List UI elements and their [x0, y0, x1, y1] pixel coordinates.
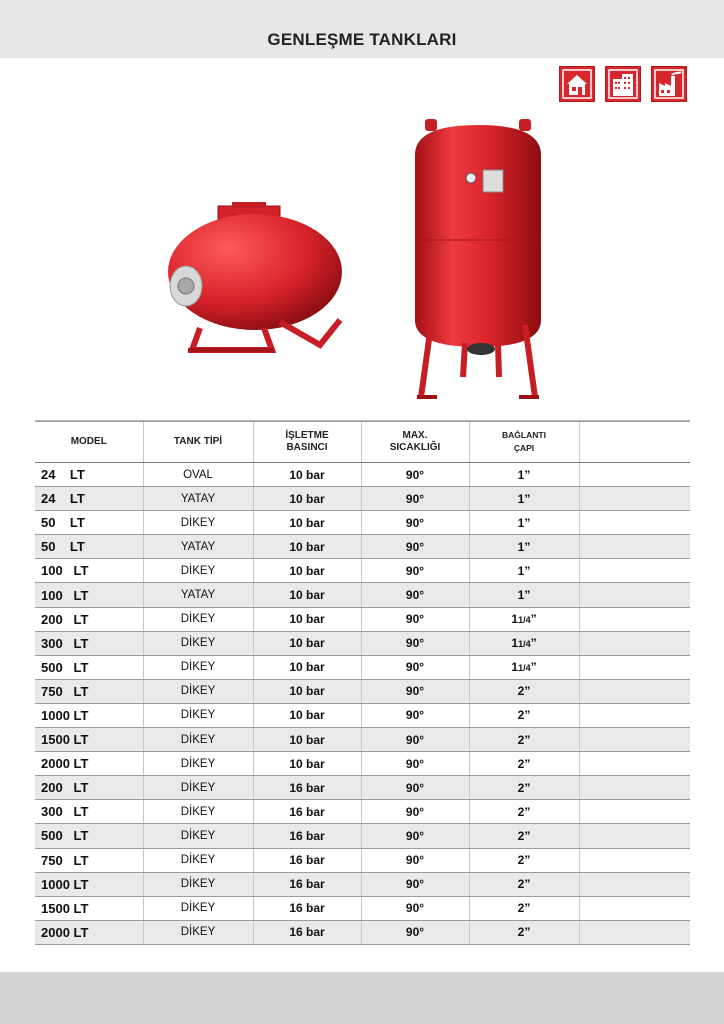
- connection-main: 2: [517, 708, 525, 723]
- connection-suffix: ”: [530, 660, 537, 675]
- table-row: [35, 559, 690, 583]
- cell-pressure: 10 bar: [253, 679, 361, 703]
- table-row: [35, 679, 690, 703]
- vertical-tank-image: [403, 115, 553, 410]
- cell-tank-type: DİKEY: [143, 703, 253, 727]
- table-row: [35, 800, 690, 824]
- table-row: [35, 824, 690, 848]
- cell-pressure: 10 bar: [253, 487, 361, 511]
- header-connection-diameter-line1: BAĞLANTI: [502, 430, 546, 440]
- table-row: [35, 728, 690, 752]
- table-row: [35, 607, 690, 631]
- cell-temperature: 90°: [361, 559, 469, 583]
- factory-icon: [651, 66, 687, 102]
- cell-model: 500 LT: [35, 824, 143, 848]
- connection-suffix: ”: [524, 515, 531, 530]
- table-row: [35, 920, 690, 944]
- cell-pressure: 10 bar: [253, 511, 361, 535]
- cell-model: 300 LT: [35, 631, 143, 655]
- cell-extra: [579, 896, 690, 920]
- table-row: [35, 848, 690, 872]
- connection-suffix: ”: [530, 636, 537, 651]
- cell-temperature: 90°: [361, 776, 469, 800]
- cell-connection: [469, 655, 579, 679]
- header-tank-type: TANK TİPİ: [143, 422, 253, 463]
- connection-main: 2: [517, 853, 525, 868]
- cell-pressure: 10 bar: [253, 535, 361, 559]
- cell-model: 24 LT: [35, 463, 143, 487]
- header-operating-pressure-line1: İŞLETME: [285, 430, 329, 441]
- cell-pressure: 16 bar: [253, 848, 361, 872]
- connection-main: 1: [517, 515, 525, 530]
- cell-model: 50 LT: [35, 511, 143, 535]
- connection-suffix: ”: [530, 612, 537, 627]
- cell-extra: [579, 655, 690, 679]
- cell-connection: [469, 752, 579, 776]
- connection-fraction: 1/4: [518, 615, 531, 626]
- cell-tank-type: DİKEY: [143, 800, 253, 824]
- footer-bar: [0, 972, 724, 1024]
- cell-connection: [469, 607, 579, 631]
- connection-suffix: ”: [524, 467, 531, 482]
- cell-temperature: 90°: [361, 728, 469, 752]
- connection-main: 1: [517, 563, 525, 578]
- cell-connection: [469, 535, 579, 559]
- connection-suffix: ”: [524, 828, 531, 843]
- cell-extra: [579, 511, 690, 535]
- connection-main: 2: [517, 804, 525, 819]
- cell-extra: [579, 920, 690, 944]
- cell-model: 100 LT: [35, 559, 143, 583]
- connection-suffix: ”: [524, 877, 531, 892]
- table-header-row: [35, 422, 690, 463]
- cell-model: 1500 LT: [35, 728, 143, 752]
- cell-tank-type: DİKEY: [143, 559, 253, 583]
- cell-pressure: 16 bar: [253, 896, 361, 920]
- cell-pressure: 10 bar: [253, 655, 361, 679]
- table-row: [35, 776, 690, 800]
- cell-temperature: 90°: [361, 583, 469, 607]
- cell-temperature: 90°: [361, 896, 469, 920]
- cell-extra: [579, 752, 690, 776]
- cell-pressure: 10 bar: [253, 607, 361, 631]
- cell-temperature: 90°: [361, 535, 469, 559]
- cell-model: 1500 LT: [35, 896, 143, 920]
- connection-main: 1: [517, 467, 525, 482]
- connection-suffix: ”: [524, 491, 531, 506]
- cell-temperature: 90°: [361, 703, 469, 727]
- connection-main: 1: [511, 660, 519, 675]
- cell-tank-type: DİKEY: [143, 631, 253, 655]
- cell-extra: [579, 535, 690, 559]
- cell-tank-type: DİKEY: [143, 655, 253, 679]
- table-row: [35, 631, 690, 655]
- cell-connection: [469, 511, 579, 535]
- cell-model: 750 LT: [35, 679, 143, 703]
- cell-tank-type: YATAY: [143, 583, 253, 607]
- cell-temperature: 90°: [361, 848, 469, 872]
- header-connection-diameter: [469, 422, 579, 463]
- cell-extra: [579, 631, 690, 655]
- cell-model: 750 LT: [35, 848, 143, 872]
- building-icon: [605, 66, 641, 102]
- connection-main: 2: [517, 901, 525, 916]
- cell-temperature: 90°: [361, 920, 469, 944]
- cell-model: 1000 LT: [35, 703, 143, 727]
- cell-pressure: 16 bar: [253, 776, 361, 800]
- cell-extra: [579, 607, 690, 631]
- cell-tank-type: OVAL: [143, 463, 253, 487]
- table-row: [35, 487, 690, 511]
- connection-suffix: ”: [524, 756, 531, 771]
- cell-temperature: 90°: [361, 872, 469, 896]
- table-row: [35, 511, 690, 535]
- connection-main: 1: [517, 539, 525, 554]
- cell-tank-type: DİKEY: [143, 511, 253, 535]
- cell-tank-type: DİKEY: [143, 728, 253, 752]
- connection-suffix: ”: [524, 780, 531, 795]
- cell-connection: [469, 848, 579, 872]
- cell-model: 50 LT: [35, 535, 143, 559]
- connection-main: 1: [511, 636, 519, 651]
- cell-tank-type: DİKEY: [143, 607, 253, 631]
- header-max-temperature-line2: SICAKLIĞI: [389, 442, 441, 453]
- cell-connection: [469, 679, 579, 703]
- table-row: [35, 703, 690, 727]
- connection-suffix: ”: [524, 588, 531, 603]
- cell-extra: [579, 800, 690, 824]
- cell-connection: [469, 728, 579, 752]
- cell-extra: [579, 679, 690, 703]
- connection-main: 2: [517, 732, 525, 747]
- cell-extra: [579, 487, 690, 511]
- connection-suffix: ”: [524, 732, 531, 747]
- cell-temperature: 90°: [361, 631, 469, 655]
- connection-suffix: ”: [524, 539, 531, 554]
- cell-pressure: 10 bar: [253, 728, 361, 752]
- cell-model: 500 LT: [35, 655, 143, 679]
- connection-main: 2: [517, 684, 525, 699]
- connection-suffix: ”: [524, 901, 531, 916]
- cell-tank-type: DİKEY: [143, 679, 253, 703]
- cell-connection: [469, 800, 579, 824]
- cell-pressure: 16 bar: [253, 920, 361, 944]
- cell-extra: [579, 583, 690, 607]
- house-icon: [559, 66, 595, 102]
- cell-model: 200 LT: [35, 607, 143, 631]
- cell-model: 1000 LT: [35, 872, 143, 896]
- connection-main: 1: [511, 612, 519, 627]
- cell-pressure: 10 bar: [253, 583, 361, 607]
- header-connection-diameter-line2: ÇAPI: [513, 443, 535, 453]
- table-row: [35, 535, 690, 559]
- header-operating-pressure-line2: BASINCI: [286, 442, 328, 453]
- cell-extra: [579, 848, 690, 872]
- horizontal-tank-image: [160, 200, 350, 375]
- cell-temperature: 90°: [361, 655, 469, 679]
- table-row: [35, 872, 690, 896]
- cell-temperature: 90°: [361, 800, 469, 824]
- cell-pressure: 16 bar: [253, 872, 361, 896]
- cell-connection: [469, 631, 579, 655]
- cell-tank-type: DİKEY: [143, 896, 253, 920]
- header-operating-pressure: [253, 422, 361, 463]
- table-row: [35, 583, 690, 607]
- connection-suffix: ”: [524, 925, 531, 940]
- cell-temperature: 90°: [361, 824, 469, 848]
- cell-connection: [469, 463, 579, 487]
- usage-icons: [559, 66, 687, 102]
- cell-tank-type: DİKEY: [143, 776, 253, 800]
- page-title: GENLEŞME TANKLARI: [267, 30, 457, 49]
- cell-extra: [579, 824, 690, 848]
- connection-fraction: 1/4: [518, 639, 531, 650]
- cell-model: 300 LT: [35, 800, 143, 824]
- product-table: [35, 421, 690, 945]
- cell-tank-type: YATAY: [143, 487, 253, 511]
- cell-temperature: 90°: [361, 607, 469, 631]
- cell-connection: [469, 487, 579, 511]
- cell-connection: [469, 920, 579, 944]
- cell-connection: [469, 872, 579, 896]
- product-table-container: [35, 421, 690, 945]
- cell-model: 24 LT: [35, 487, 143, 511]
- cell-model: 2000 LT: [35, 752, 143, 776]
- connection-suffix: ”: [524, 804, 531, 819]
- cell-pressure: 10 bar: [253, 631, 361, 655]
- cell-tank-type: DİKEY: [143, 824, 253, 848]
- cell-extra: [579, 776, 690, 800]
- cell-pressure: 10 bar: [253, 559, 361, 583]
- connection-main: 1: [517, 491, 525, 506]
- connection-suffix: ”: [524, 563, 531, 578]
- cell-temperature: 90°: [361, 752, 469, 776]
- cell-model: 200 LT: [35, 776, 143, 800]
- cell-extra: [579, 559, 690, 583]
- cell-connection: [469, 896, 579, 920]
- cell-model: 2000 LT: [35, 920, 143, 944]
- table-row: [35, 896, 690, 920]
- cell-model: 100 LT: [35, 583, 143, 607]
- connection-main: 2: [517, 756, 525, 771]
- cell-tank-type: YATAY: [143, 535, 253, 559]
- cell-extra: [579, 703, 690, 727]
- cell-pressure: 10 bar: [253, 703, 361, 727]
- connection-main: 2: [517, 877, 525, 892]
- cell-tank-type: DİKEY: [143, 848, 253, 872]
- header-max-temperature: [361, 422, 469, 463]
- cell-tank-type: DİKEY: [143, 872, 253, 896]
- cell-extra: [579, 728, 690, 752]
- cell-connection: [469, 583, 579, 607]
- connection-main: 2: [517, 780, 525, 795]
- cell-temperature: 90°: [361, 487, 469, 511]
- cell-connection: [469, 824, 579, 848]
- cell-pressure: 16 bar: [253, 824, 361, 848]
- header-max-temperature-line1: MAX.: [402, 430, 428, 441]
- header-extra: [579, 422, 690, 463]
- cell-connection: [469, 703, 579, 727]
- cell-pressure: 10 bar: [253, 752, 361, 776]
- connection-main: 2: [517, 828, 525, 843]
- cell-pressure: 16 bar: [253, 800, 361, 824]
- cell-temperature: 90°: [361, 511, 469, 535]
- connection-suffix: ”: [524, 708, 531, 723]
- connection-main: 1: [517, 588, 525, 603]
- cell-temperature: 90°: [361, 679, 469, 703]
- cell-extra: [579, 872, 690, 896]
- cell-tank-type: DİKEY: [143, 920, 253, 944]
- connection-main: 2: [517, 925, 525, 940]
- cell-connection: [469, 776, 579, 800]
- header-model: MODEL: [35, 422, 143, 463]
- connection-suffix: ”: [524, 684, 531, 699]
- table-row: [35, 655, 690, 679]
- cell-tank-type: DİKEY: [143, 752, 253, 776]
- cell-extra: [579, 463, 690, 487]
- cell-connection: [469, 559, 579, 583]
- connection-suffix: ”: [524, 853, 531, 868]
- table-row: [35, 463, 690, 487]
- table-row: [35, 752, 690, 776]
- cell-pressure: 10 bar: [253, 463, 361, 487]
- connection-fraction: 1/4: [518, 663, 531, 674]
- cell-temperature: 90°: [361, 463, 469, 487]
